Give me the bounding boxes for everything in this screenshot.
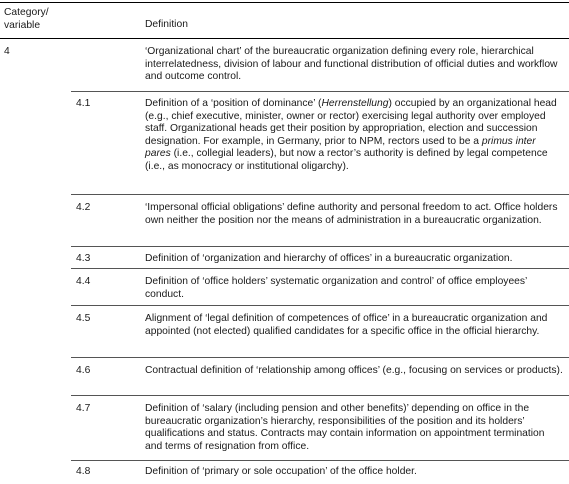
row-definition-4-5: Alignment of ‘legal definition of competences of office’ in a bureaucratic organization and appointed (not elected) qualified candidates for a specific office in the official hierarchy. [145, 313, 548, 337]
row-id-4-7: 4.7 [76, 403, 91, 414]
row-id-4-4: 4.4 [76, 276, 91, 287]
row-definition-4: ‘Organizational chart’ of the bureaucratic organization defining every role, hierarchical interrelatedness, division of labour and functional distribution of official duties and workflow and outcome control. [145, 46, 558, 83]
def-italic-term: Herrenstellung [321, 98, 389, 109]
row-divider [71, 194, 569, 195]
def-italic-term: primus inter pares [145, 135, 536, 160]
row-definition-4-8: Definition of ‘primary or sole occupation’ of the office holder. [145, 466, 417, 477]
row-definition-4-6: Contractual definition of ‘relationship among offices’ (e.g., focusing on services or products). [145, 365, 563, 376]
def-text: Definition of a ‘position of dominance’ ( [145, 98, 322, 109]
row-divider [71, 268, 569, 269]
def-text: ) occupied by an organizational head (e.g., chief executive, minister, owner or rector) exercising legal authority over employed staff. Organizational heads get their position by appropriation, election and succession designation. For example, in Germany, prior to NPM, rectors used to be a [145, 98, 557, 147]
column-header-definition: Definition [145, 19, 188, 30]
row-divider [71, 305, 569, 306]
column-header-category-line1: Category/ [4, 7, 49, 18]
row-definition-4-4: Definition of ‘office holders’ systematic organization and control’ of office employees’ conduct. [145, 276, 527, 300]
header-bottom-rule [0, 38, 569, 39]
row-definition-4-2: ‘Impersonal official obligations’ define authority and personal freedom to act. Office holders own neither the position nor the means of administration in a bureaucratic organization. [145, 202, 558, 226]
column-header-category-line2: variable [4, 19, 41, 31]
column-header-category [4, 7, 49, 32]
row-definition-4-1 [145, 98, 563, 174]
row-divider [71, 246, 569, 247]
row-divider [71, 460, 569, 461]
def-text: (i.e., collegial leaders), but now a rector’s authority is defined by legal competence (i.e., as monocracy or institutional oligarchy). [145, 148, 548, 172]
row-divider [71, 91, 569, 92]
row-definition-4-7: Definition of ‘salary (including pension and other benefits)’ depending on office in the bureaucratic organization’s hierarchy, responsibilities of the position and its holders’ qualifications and status. Contracts may contain information on appointment termination and terms of resignation from office. [145, 403, 545, 452]
row-id-4-6: 4.6 [76, 365, 91, 376]
row-id-4-3: 4.3 [76, 253, 91, 264]
table-top-rule [0, 2, 569, 3]
row-definition-4-3: Definition of ‘organization and hierarchy of offices’ in a bureaucratic organization. [145, 253, 513, 264]
row-id-4-1: 4.1 [76, 98, 91, 109]
row-id-4: 4 [4, 46, 10, 57]
row-id-4-8: 4.8 [76, 466, 91, 477]
row-divider [71, 395, 569, 396]
row-divider [71, 357, 569, 358]
row-id-4-5: 4.5 [76, 313, 91, 324]
row-id-4-2: 4.2 [76, 202, 91, 213]
